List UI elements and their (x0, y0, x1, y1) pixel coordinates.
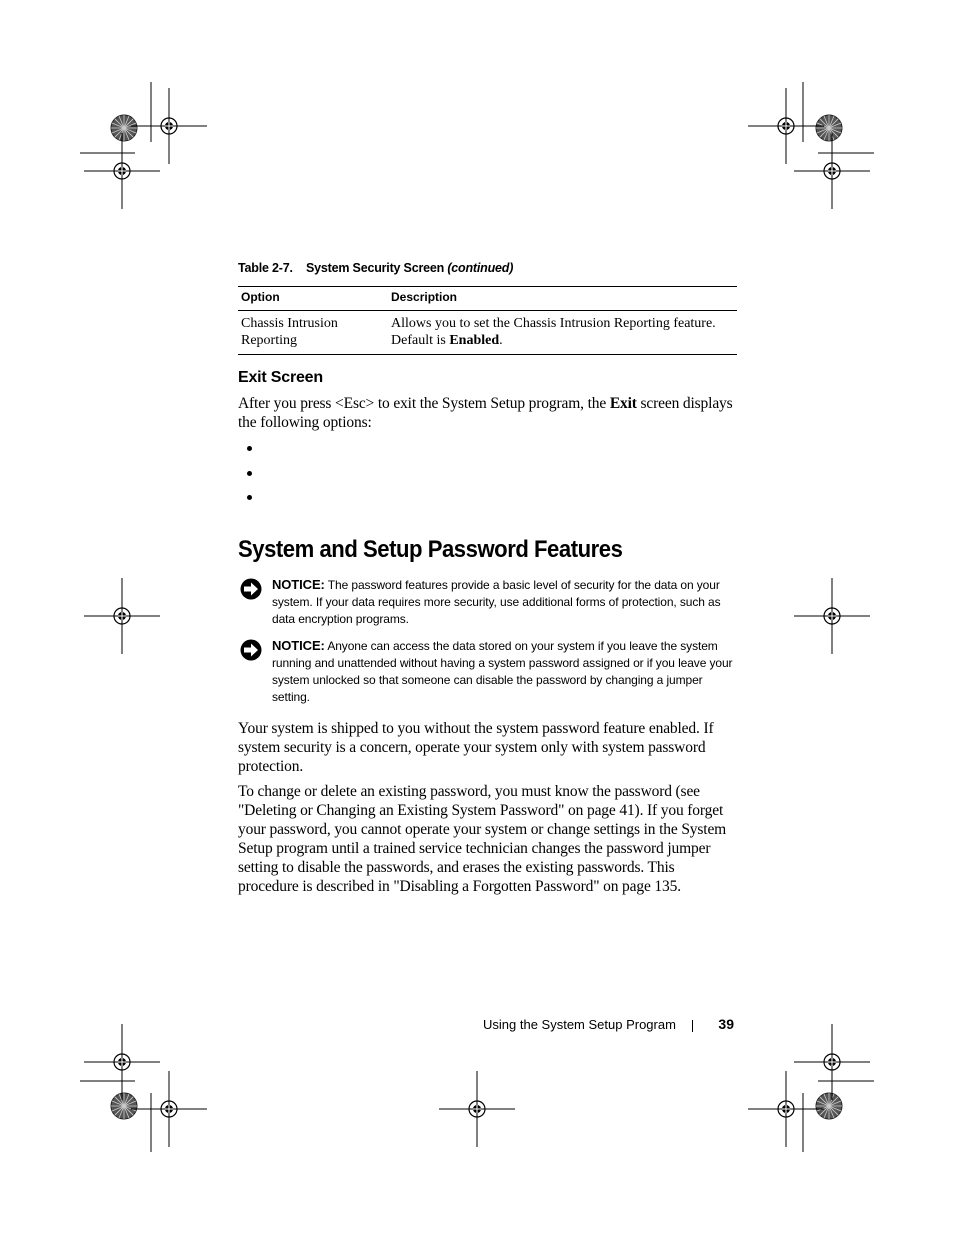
page-footer (483, 1015, 737, 1035)
body-paragraph-2: To change or delete an existing password, you must know the password (see "Deleting or Changing an Existing System Password" on page 41). If you forget your password, you cannot operate your system or change settings in the System Setup program until a trained service technician changes the password jumper setting to disable the passwords, and erases the existing passwords. This procedure is described in "Disabling a Forgotten Password" on page 135. (238, 782, 727, 895)
list-item (238, 463, 737, 488)
cell-description (388, 311, 737, 355)
notice-label: NOTICE: (272, 576, 325, 592)
exit-text-after: screen displays the following options: (238, 395, 733, 431)
table-title: System Security Screen (306, 261, 445, 275)
exit-text-before: After you press <Esc> to exit the System Setup program, the (238, 395, 607, 412)
bullet-icon (247, 471, 252, 476)
notice-label: NOTICE: (272, 637, 325, 653)
notice-arrow-icon (240, 639, 262, 661)
table-number: Table 2-7. (238, 261, 293, 275)
footer-chapter-title: Using the System Setup Program (483, 1017, 676, 1032)
system-security-table (238, 286, 737, 355)
exit-options-list (238, 438, 737, 512)
table-continued: (continued) (447, 261, 514, 275)
footer-divider (692, 1020, 693, 1032)
page-content (238, 258, 737, 896)
table-header-row (238, 287, 737, 311)
table-caption (238, 258, 737, 280)
list-item (238, 438, 737, 463)
body-paragraph-1: Your system is shipped to you without the system password feature enabled. If system security is a concern, operate your system only with system password protection. (238, 719, 714, 775)
notice-block (238, 637, 737, 706)
notice-block (238, 576, 737, 628)
default-prefix: Default is (391, 333, 446, 348)
default-value: Enabled (449, 333, 500, 348)
section-title: System and Setup Password Features (238, 535, 623, 563)
header-option: Option (238, 287, 388, 311)
table-row (238, 311, 737, 355)
cell-option: Chassis Intrusion Reporting (238, 311, 388, 355)
bullet-icon (247, 495, 252, 500)
notice-text: The password features provide a basic level of security for the data on your system. If your data requires more security, use additional forms of protection, such as data encryption programs. (272, 577, 721, 626)
notice-text: Anyone can access the data stored on your system if you leave the system running and unattended without having a system password assigned or if you leave your system unlocked so that someone can disable the password by changing a jumper setting. (272, 638, 733, 704)
default-suffix: . (499, 333, 503, 348)
exit-screen-heading: Exit Screen (238, 369, 323, 386)
page-number: 39 (718, 1016, 734, 1032)
bullet-icon (247, 446, 252, 451)
description-text: Allows you to set the Chassis Intrusion Reporting feature. (391, 316, 716, 331)
header-description: Description (388, 287, 737, 311)
notice-arrow-icon (240, 578, 262, 600)
list-item (238, 487, 737, 512)
exit-bold: Exit (609, 395, 637, 412)
exit-paragraph (238, 394, 737, 432)
